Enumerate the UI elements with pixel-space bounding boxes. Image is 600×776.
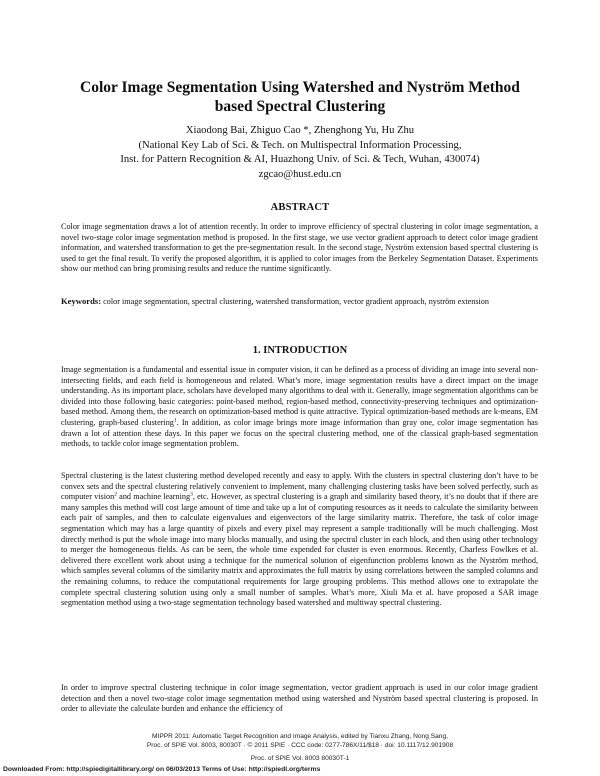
conference-footer [60,733,540,750]
keywords [61,296,538,308]
keywords-list: color image segmentation, spectral clustering, watershed transformation, vector gradient approach, nyström extension [101,297,489,306]
conference-line-2: Proc. of SPIE Vol. 8003, 80030T · © 2011 SPIE · CCC code: 0277-786X/11/$18 · doi: 10.1117/12.901908 [146,741,454,749]
affiliation-line-2: Inst. for Pattern Recognition & AI, Huazhong Univ. of Sci. & Tech, Wuhan, 430074) [120,154,480,165]
title-line-1: Color Image Segmentation Using Watershed and Nyström Method [80,79,520,96]
affiliation-line-1: (National Key Lab of Sci. & Tech. on Multispectral Information Processing, [138,139,462,151]
citation-ref: 2 [114,491,117,498]
paper-title [40,78,560,116]
author-email: zgcao@hust.edu.cn [258,168,342,180]
author-names: Xiaodong Bai, Zhiguo Cao *, Zhenghong Yu, Hu Zhu [185,125,415,136]
download-notice: Downloaded From: http://spiedigitallibrary.org/ on 06/03/2013 Terms of Use: http://spiedl.org/terms [3,766,321,773]
keywords-label: Keywords: [61,296,102,306]
intro-p2-part-c: , etc. However, as spectral clustering is a graph and similarity based theory, it’s no doubt that if there are many samples this method will cost large amount of time and take up a lot of computing resources as it needs to calculate the similarity between each pair of samples, and then to calculate eigenvalues and eigenvectors of the large similarity matrix. Therefore, the task of color image segmentation which may has a large quantity of pixels and every pixel may represent a sample traditionally will be much challenging. Most directly method is put the whole image into many blocks manually, and using the spectral cluster in each block, and then using other technology to merger the homogeneous fields. As can be seen, the whole time expended for cluster is even enormous. Recently, Charless Fowlkes et al. delivered there excellent work about using a technique for the numerical solution of eigenfunction problems known as the Nyström method, which samples several columns of the similarity matrix and approximates the full matrix by using correlations between the sampled columns and the remaining columns, to reduce the computational requirements for large grouping problems. This method allows one to extrapolate the complete spectral clustering solution using only a small number of samples. What’s more, Xiuli Ma et al. have proposed a SAR image segmentation method using a two-stage segmentation technology based watershed and multiway spectral clustering. [61,492,538,608]
intro-p3-text: In order to improve spectral clustering technique in color image segmentation, vector gradient approach is used in our color image gradient detection and then a novel two-stage color image segmentation method using watershed and Nyström based spectral clustering is proposed. In order to alleviate the calculate burden and enhance the efficiency of [61,683,538,714]
citation-ref: 3 [190,491,193,498]
page-identifier: Proc. of SPIE Vol. 8003 80030T-1 [250,755,350,762]
intro-paragraph-2 [61,471,538,609]
intro-p1-part-a: Image segmentation is a fundamental and essential issue in computer vision, it can be defined as a process of dividing an image into several non-intersecting fields, and each field is homogeneous and related. What’s more, image segmentation results have a direct impact on the image understanding. As its important place, scholars have developed many algorithms to deal with it. Generally, image segmentation algorithms can be divided into those following basic categories: point-based method, region-based method, connectivity-preserving techniques and optimization-based method. Among them, the research on optimization-based method is quite attractive. Typical optimization-based methods are k-means, EM clustering, graph-based clustering [61,365,538,427]
section-heading-introduction: 1. INTRODUCTION [252,345,348,356]
intro-paragraph-3 [61,683,538,715]
intro-p1-part-b: . In addition, as color image brings more image information than gray one, color image segmentation has drawn a lot of attention these days. In this paper we focus on the spectral clustering method, one of the classical graph-based segmentation methods, to tackle color image segmentation problem. [61,417,538,449]
citation-ref: 1 [173,417,177,424]
intro-p2-part-a: Spectral clustering is the latest clustering method developed recently and easy to apply. With the clusters in spectral clustering don’t have to be convex sets and the spectral clustering relatively convenient to implement, many challenging clustering tasks have been solved perfectly, such as computer vision [61,471,538,502]
abstract-paragraph: Color image segmentation draws a lot of attention recently. In order to improve efficiency of spectral clustering in color image segmentation, a novel two-stage color image segmentation method is proposed. In the first stage, we use vector gradient approach to detect color image gradient information, and watershed transformation to get the pre-segmentation result. In the second stage, Nyström extension based spectral clustering is used to get the final result. To verify the proposed algorithm, it is applied to color images from the Berkeley Segmentation Dataset. Experiments show our method can bring promising results and reduce the runtime significantly. [61,222,538,274]
author-block [40,124,560,182]
abstract-text [61,222,538,275]
abstract-heading: ABSTRACT [270,202,330,213]
title-line-2: based Spectral Clustering [214,98,386,115]
intro-p2-part-b: and machine learning [116,492,191,502]
intro-paragraph-1 [61,365,538,450]
conference-line-1: MIPPR 2011: Automatic Target Recognition and Image Analysis, edited by Tianxu Zhang, Nong Sang, [152,733,448,740]
